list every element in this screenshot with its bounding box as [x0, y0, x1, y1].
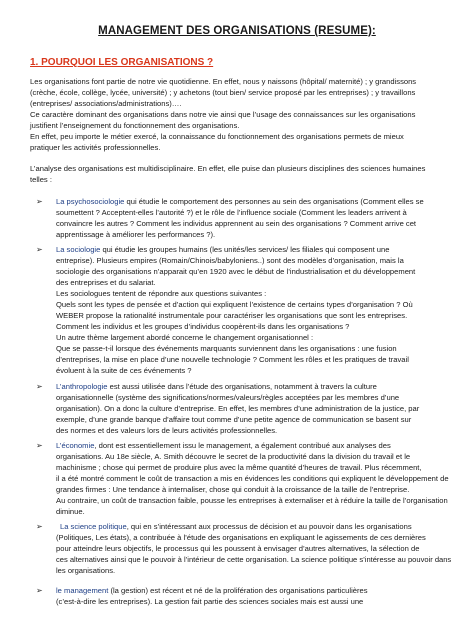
bullet-line: Les sociologues tentent de répondre aux questions suivantes : [56, 289, 267, 298]
bullet-line: convaincre les autres ? Comment les individus apprennent au sein des organisations ? Comment arrive cet [56, 219, 417, 228]
bullet-line: (Politiques, Les états), a contribuée à l’étude des organisations en expliquant le agissements de ces dernières [56, 533, 426, 542]
bullet-line: machinisme ; chose qui permet de produire plus avec la même quantité d’heures de travail. Plus récemment, [56, 463, 422, 472]
arrow-bullet-icon: ➢ [36, 245, 43, 254]
arrow-bullet-icon: ➢ [36, 197, 43, 206]
bullet-term: La psychosociologie [56, 197, 125, 206]
bullet-line: entreprise). Plusieurs empires (Romain/Chinois/babyloniens..) sont des modèles d’organisation, mais la [56, 256, 404, 265]
bullet-line: organisation). On a donc la culture d’entreprise. En effet, les membres d’une administration de la justice, par [56, 404, 420, 413]
bullet-line: d’entreprises, la mise en place d’une nouvelle technologie ? Comment les rôles et les pratiques de travail [56, 355, 409, 364]
bullet-line: diminue. [56, 507, 85, 516]
arrow-bullet-icon: ➢ [36, 586, 43, 595]
bullet-line: Que se passe-t-il lorsque des événements marquants surviennent dans les organisations : une fusion [56, 344, 397, 353]
bullet-first-line: le management (la gestion) est récent et né de la prolifération des organisations particulières [56, 586, 368, 595]
lead-line: telles : [30, 175, 52, 184]
intro-line: Les organisations font partie de notre vie quotidienne. En effet, nous y naissons (hôpital/ maternité) ; y grandissons [30, 77, 417, 86]
bullet-term: le management [56, 586, 109, 595]
bullet-line: apprentissage à améliorer les performances ?). [56, 230, 216, 239]
bullet-line: soumettent ? Acceptent-elles l’autorité ?) et le rôle de l’influence sociale (Comment les leaders arrivent à [56, 208, 407, 217]
bullet-line: des entreprises et du salariat. [56, 278, 156, 287]
bullet-term: La sociologie [56, 245, 101, 254]
bullet-term: L’anthropologie [56, 382, 108, 391]
lead-line: L’analyse des organisations est multidisciplinaire. En effet, elle puise dan plusieurs disciplines des sciences humaines [30, 164, 426, 173]
page-title: MANAGEMENT DES ORGANISATIONS (RESUME): [98, 25, 376, 37]
intro-line: En effet, peu importe le métier exercé, la connaissance du fonctionnement des organisations permets de mieux [30, 132, 404, 141]
bullet-line: les organisations. [56, 566, 116, 575]
bullet-first-line: L’anthropologie est aussi utilisée dans l’étude des organisations, notamment à travers la culture [56, 382, 377, 391]
intro-line: (crèche, école, collège, lycée, université) ; y achetons (tout bien/ service proposé par les entreprises) ; y travaillons [30, 88, 416, 97]
intro-line: justifient l’enseignement du fonctionnement des organisations. [30, 121, 240, 130]
bullet-line: des normes et des valeurs lors de leurs activités professionnelles. [56, 426, 278, 435]
arrow-bullet-icon: ➢ [36, 441, 43, 450]
bullet-line: ces alternatives ainsi que le pouvoir à l’intérieur de cette organisation. La science politique s’intéresse au pouvoir dans [56, 555, 452, 564]
bullet-line: sociologie des organisations n’apparait qu’en 1920 avec le début de l’industrialisation et du développement [56, 267, 416, 276]
arrow-bullet-icon: ➢ [36, 522, 43, 531]
bullet-line: Au contraire, un coût de transaction faible, pousse les entreprises à externaliser et à réduire la taille de l’organisation [56, 496, 448, 505]
bullet-line: il a été montré comment le coût de transaction a mis en évidences les conditions qui expliquent le développement de [56, 474, 449, 483]
bullet-line: (c’est-à-dire les entreprises). La gestion fait partie des sciences sociales mais est aussi une [56, 597, 364, 606]
bullet-term: L’économie [56, 441, 95, 450]
intro-line: Ce caractère dominant des organisations dans notre vie ainsi que l’usage des connaissances sur les organisations [30, 110, 416, 119]
intro-line: (entreprises/ associations/administrations)…. [30, 99, 182, 108]
bullet-line: grandes firmes : Une tendance à internaliser, chose qui conduit à la croissance de la taille de l’entreprise. [56, 485, 410, 494]
intro-line: pratiquer les activités professionnelles. [30, 143, 161, 152]
bullet-first-line: La sociologie qui étudie les groupes humains (les unités/les services/ les filiales qui composent une [56, 245, 390, 254]
bullet-line: Un autre thème largement abordé concerne le changement organisationnel : [56, 333, 314, 342]
section-heading: 1. POURQUOI LES ORGANISATIONS ? [30, 57, 214, 68]
bullet-line: Quels sont les types de pensée et d’action qui expliquent l’existence de certains types d’organisation ? Où [56, 300, 413, 309]
bullet-term: La science politique [60, 522, 127, 531]
bullet-line: Comment les individus et les groupes d’individus coopèrent-ils dans les organisations ? [56, 322, 350, 331]
bullet-first-line: La psychosociologie qui étudie le comportement des personnes au sein des organisations (Comment elles se [56, 197, 424, 206]
arrow-bullet-icon: ➢ [36, 382, 43, 391]
bullet-line: pour atteindre leurs objectifs, le processus qui les poussent à envisager d’autres alternatives, la sélection de [56, 544, 420, 553]
bullet-first-line: L’économie, dont est essentiellement issu le management, a également contribué aux analyses des [56, 441, 391, 450]
bullet-line: organisationnelle (système des significations/normes/valeurs/règles acceptées par les membres d’une [56, 393, 400, 402]
bullet-line: exemple, d’une grande banque d’affaire tout comme d’une petite agence de communication se basent sur [56, 415, 412, 424]
bullet-line: WEBER propose la rationalité instrumentale pour caractériser les organisations que sont les entreprises. [56, 311, 408, 320]
bullet-line: organisations. Au 18e siècle, A. Smith découvre le secret de la productivité dans la division du travail et le [56, 452, 411, 461]
bullet-first-line: La science politique, qui en s’intéressant aux processus de décision et au pouvoir dans les organisations [60, 522, 412, 531]
bullet-line: évoluent à la suite de ces événements ? [56, 366, 192, 375]
